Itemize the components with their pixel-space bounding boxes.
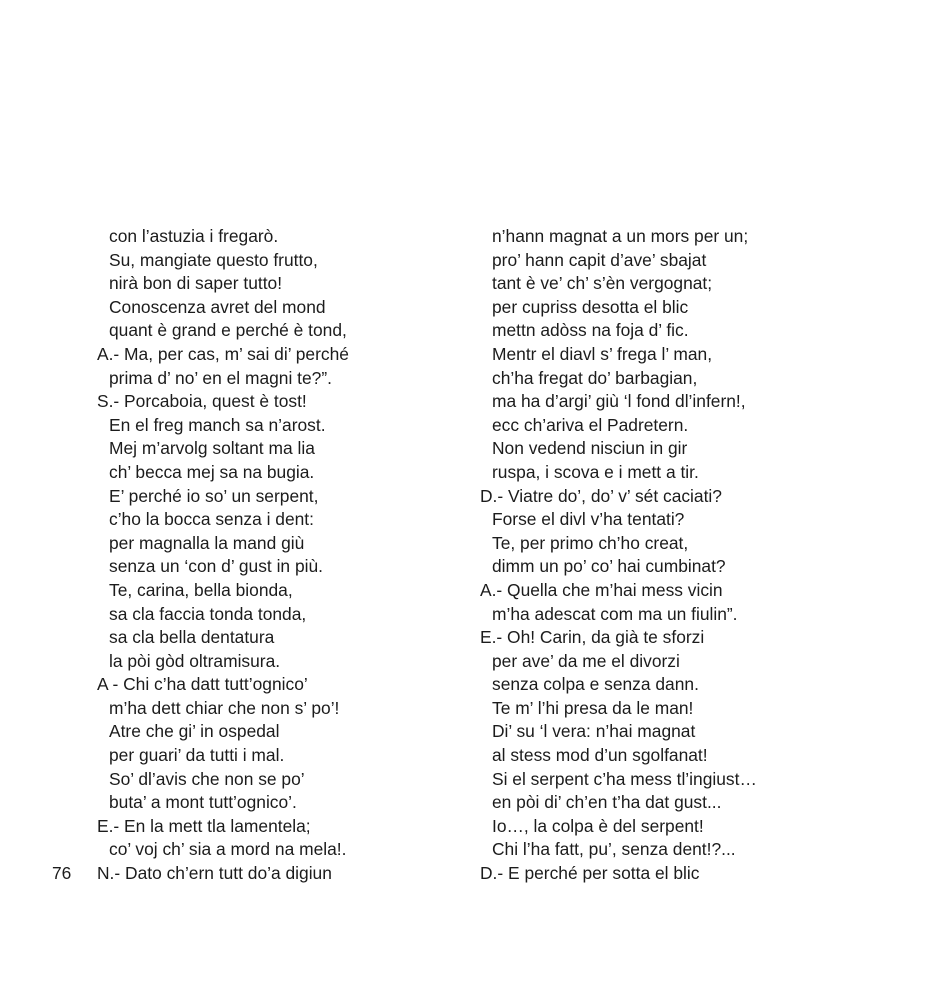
verse-line: Te m’ l’hi presa da le man! (492, 697, 694, 718)
verse-line: dimm un po’ co’ hai cumbinat? (492, 556, 726, 577)
verse-line: N.- Dato ch’ern tutt do’a digiun (97, 863, 332, 884)
verse-line: Di’ su ‘l vera: n’hai magnat (492, 721, 696, 742)
verse-line: co’ voj ch’ sia a mord na mela!. (109, 839, 347, 860)
verse-line: A.- Ma, per cas, m’ sai di’ perché (97, 343, 349, 364)
verse-line: la pòi gòd oltramisura. (109, 650, 281, 671)
verse-line: quant è grand e perché è tond, (109, 320, 347, 341)
verse-line: Chi l’ha fatt, pu’, senza dent!?... (492, 839, 736, 860)
verse-line: senza colpa e senza dann. (492, 674, 699, 695)
verse-line: S.- Porcaboia, quest è tost! (97, 391, 307, 412)
verse-line: A - Chi c’ha datt tutt’ognico’ (97, 674, 308, 695)
verse-line: So’ dl’avis che non se po’ (109, 768, 305, 789)
verse-line: E.- En la mett tla lamentela; (97, 815, 311, 836)
verse-line: n’hann magnat a un mors per un; (492, 226, 749, 246)
verse-line: ch’ becca mej sa na bugia. (109, 461, 315, 482)
verse-line: per magnalla la mand giù (109, 532, 305, 553)
verse-line: tant è ve’ ch’ s’èn vergognat; (492, 273, 713, 294)
verse-line: con l’astuzia i fregarò. (109, 226, 279, 246)
verse-line: Io…, la colpa è del serpent! (492, 815, 704, 836)
verse-line: ma ha d’argi’ giù ‘l fond dl’infern!, (492, 391, 746, 412)
verse-line: per guari’ da tutti i mal. (109, 745, 285, 766)
verse-line: al stess mod d’un sgolfanat! (492, 745, 708, 766)
verse-line: per cupriss desotta el blic (492, 296, 689, 317)
verse-line: Atre che gi’ in ospedal (109, 721, 280, 742)
verse-line: ruspa, i scova e i mett a tir. (492, 461, 699, 482)
page-number: 76 (52, 863, 72, 883)
verse-line: D.- Viatre do’, do’ v’ sét caciati? (480, 485, 722, 506)
verse-line: Forse el divl v’ha tentati? (492, 509, 685, 530)
verse-line: sa cla bella dentatura (109, 627, 275, 648)
verse-line: Te, carina, bella bionda, (109, 579, 293, 600)
right-column (480, 225, 810, 886)
verse-line: per ave’ da me el divorzi (492, 650, 680, 671)
verse-line: sa cla faccia tonda tonda, (109, 603, 307, 624)
verse-line: senza un ‘con d’ gust in più. (109, 556, 323, 577)
verse-line: Conoscenza avret del mond (109, 296, 326, 317)
verse-line: Su, mangiate questo frutto, (109, 249, 318, 270)
verse-line: Mentr el diavl s’ frega l’ man, (492, 343, 713, 364)
verse-line: E.- Oh! Carin, da già te sforzi (480, 627, 705, 648)
verse-line: Te, per primo ch’ho creat, (492, 532, 689, 553)
verse-line: ecc ch’ariva el Padretern. (492, 414, 689, 435)
verse-line: c’ho la bocca senza i dent: (109, 509, 314, 530)
verse-line: buta’ a mont tutt’ognico’. (109, 792, 297, 813)
verse-line: E’ perché io so’ un serpent, (109, 485, 319, 506)
verse-line: ch’ha fregat do’ barbagian, (492, 367, 698, 388)
verse-line: En el freg manch sa n’arost. (109, 414, 326, 435)
verse-line: Si el serpent c’ha mess tl’ingiust… (492, 768, 757, 789)
verse-line: pro’ hann capit d’ave’ sbajat (492, 249, 707, 270)
left-column (97, 225, 467, 886)
verse-line: m’ha adescat com ma un fiulin”. (492, 603, 738, 624)
verse-line: prima d’ no’ en el magni te?”. (109, 367, 332, 388)
verse-line: Non vedend nisciun in gir (492, 438, 688, 459)
verse-line: en pòi di’ ch’en t’ha dat gust... (492, 792, 722, 813)
verse-line: Mej m’arvolg soltant ma lia (109, 438, 315, 459)
verse-line: D.- E perché per sotta el blic (480, 863, 700, 884)
verse-line: mettn adòss na foja d’ fic. (492, 320, 689, 341)
verse-line: m’ha dett chiar che non s’ po’! (109, 697, 340, 718)
verse-line: nirà bon di saper tutto! (109, 273, 283, 294)
verse-line: A.- Quella che m’hai mess vicin (480, 579, 723, 600)
